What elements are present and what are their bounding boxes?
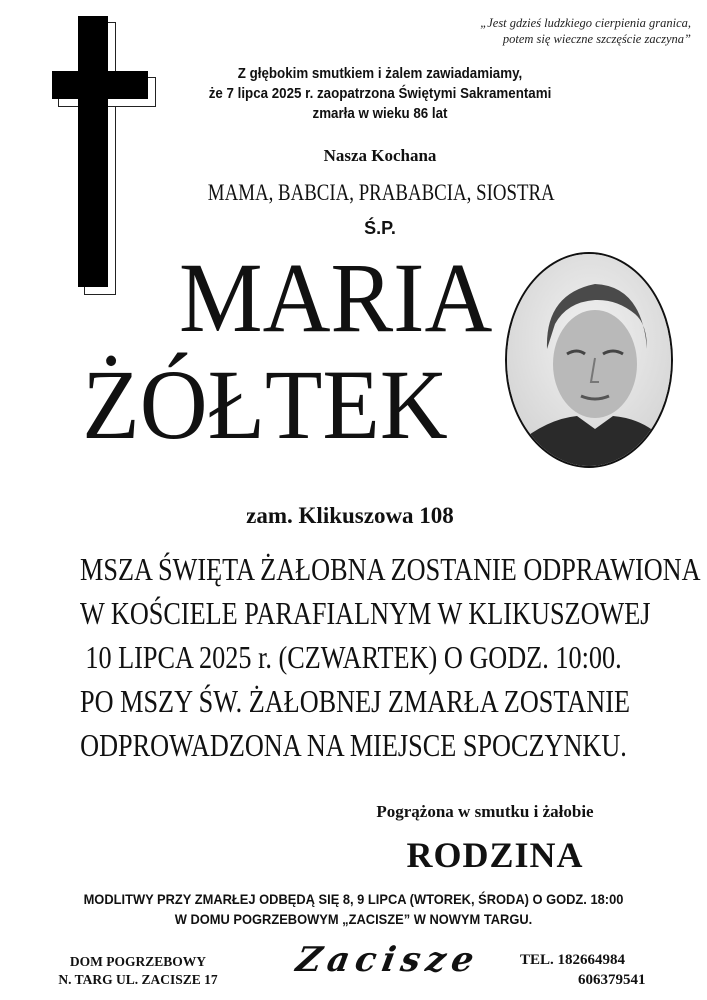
- residence-address: zam. Klikuszowa 108: [246, 503, 454, 528]
- funeral-home-street: N. TARG UL. ZACISZE 17: [58, 972, 218, 987]
- cross-icon: [78, 16, 108, 287]
- deceased-portrait: [505, 252, 673, 468]
- funeral-home-phones: [520, 950, 690, 990]
- deceased-last-name: ŻÓŁTEK: [82, 349, 448, 460]
- mass-line-5: ODPROWADZONA NA MIEJSCE SPOCZYNKU.: [80, 727, 627, 763]
- mass-line-2: W KOŚCIELE PARAFIALNYM W KLIKUSZOWEJ: [80, 595, 651, 631]
- intro-line-3: zmarła w wieku 86 lat: [312, 106, 448, 122]
- quote-line-1: „Jest gdzieś ludzkiego cierpienia granica,: [480, 16, 691, 30]
- mass-line-4: PO MSZY ŚW. ŻAŁOBNEJ ZMARŁA ZOSTANIE: [80, 683, 630, 719]
- phone-2: 606379541: [578, 972, 646, 988]
- family-signature: RODZINA: [406, 835, 584, 875]
- portrait-photo: [507, 254, 673, 468]
- nasza-kochana: Nasza Kochana: [323, 146, 437, 165]
- funeral-home-address: [48, 953, 228, 989]
- prayer-line-2: W DOMU POGRZEBOWYM „ZACISZE” W NOWYM TARGU.: [174, 911, 533, 927]
- cross-bar: [52, 71, 148, 99]
- mass-line-1: MSZA ŚWIĘTA ŻAŁOBNA ZOSTANIE ODPRAWIONA: [80, 551, 701, 587]
- phone-1: TEL. 182664984: [520, 952, 626, 968]
- family-roles: MAMA, BABCIA, PRABABCIA, SIOSTRA: [207, 180, 555, 205]
- quote-line-2: potem się wieczne szczęście zaczyna”: [502, 32, 691, 46]
- epigraph-quote: [331, 15, 691, 47]
- announcement-intro: [187, 64, 573, 124]
- intro-line-2: że 7 lipca 2025 r. zaopatrzona Świętymi Sakramentami: [208, 86, 552, 102]
- sp-label: Ś.P.: [364, 218, 396, 238]
- deceased-first-name: MARIA: [179, 242, 493, 353]
- prayer-info: [20, 889, 687, 929]
- grief-line: Pogrążona w smutku i żałobie: [376, 802, 594, 821]
- mass-line-3: 10 LIPCA 2025 r. (CZWARTEK) O GODZ. 10:00.: [85, 639, 622, 675]
- funeral-home-logo: Zacisze: [293, 940, 483, 980]
- intro-line-1: Z głębokim smutkiem i żalem zawiadamiamy,: [237, 66, 523, 82]
- funeral-home-name: DOM POGRZEBOWY: [69, 954, 207, 969]
- mass-details: [20, 547, 701, 767]
- prayer-line-1: MODLITWY PRZY ZMARŁEJ ODBĘDĄ SIĘ 8, 9 LIPCA (WTOREK, ŚRODA) O GODZ. 18:00: [83, 891, 624, 907]
